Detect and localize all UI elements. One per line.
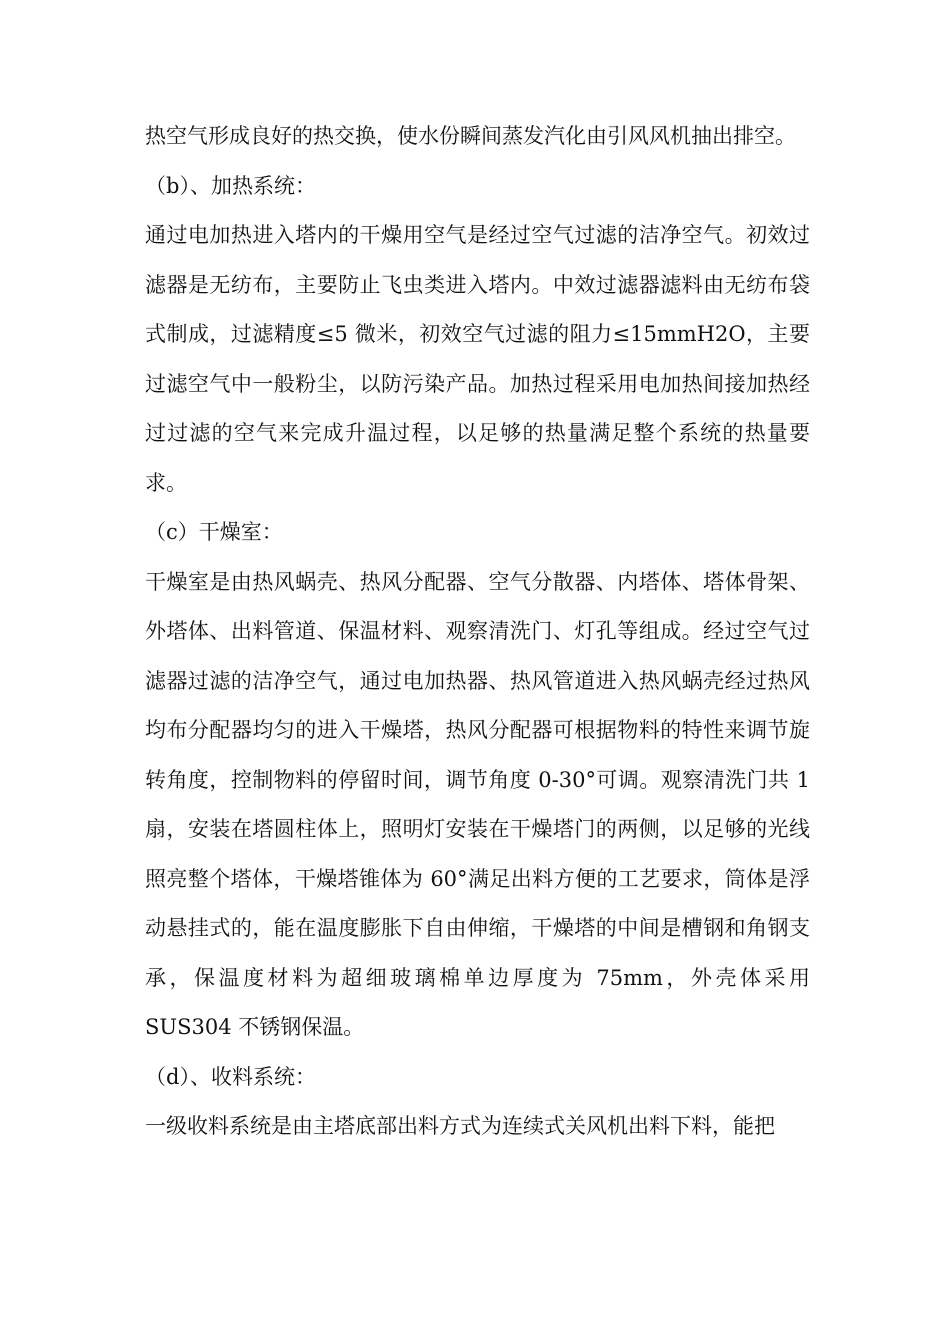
- heading-collection-system: （d）、收料系统：: [145, 1064, 316, 1089]
- paragraph-collection-system: 一级收料系统是由主塔底部出料方式为连续式关风机出料下料，能把: [145, 1114, 775, 1138]
- paragraph-heat-exchange: 热空气形成良好的热交换，使水份瞬间蒸发汽化由引风风机抽出排空。: [145, 124, 796, 148]
- heading-heating-system: （b）、加热系统：: [145, 173, 316, 198]
- document-body: [145, 112, 810, 1152]
- paragraph-drying-chamber: 干燥室是由热风蜗壳、热风分配器、空气分散器、内塔体、塔体骨架、外塔体、出料管道、保温材料、观察清洗门、灯孔等组成。经过空气过滤器过滤的洁净空气，通过电加热器、热风管道进入热风蜗壳经过热风均布分配器均匀的进入干燥塔，热风分配器可根据物料的特性来调节旋转角度，控制物料的停留时间，调节角度 0-30°可调。观察清洗门共 1 扇，安装在塔圆柱体上，照明灯安装在干燥塔门的两侧，以足够的光线照亮整个塔体，干燥塔锥体为 60°满足出料方便的工艺要求，筒体是浮动悬挂式的，能在温度膨胀下自由伸缩，干燥塔的中间是槽钢和角钢支承，保温度材料为超细玻璃棉单边厚度为 75mm，外壳体采用 SUS304 不锈钢保温。: [145, 569, 810, 1039]
- paragraph-heating-system: 通过电加热进入塔内的干燥用空气是经过空气过滤的洁净空气。初效过滤器是无纺布，主要防止飞虫类进入塔内。中效过滤器滤料由无纺布袋式制成，过滤精度≤5 微米，初效空气过滤的阻力≤15mmH2O，主要过滤空气中一般粉尘，以防污染产品。加热过程采用电加热间接加热经过过滤的空气来完成升温过程，以足够的热量满足整个系统的热量要求。: [145, 223, 810, 495]
- heading-drying-chamber: （c）干燥室：: [145, 520, 283, 544]
